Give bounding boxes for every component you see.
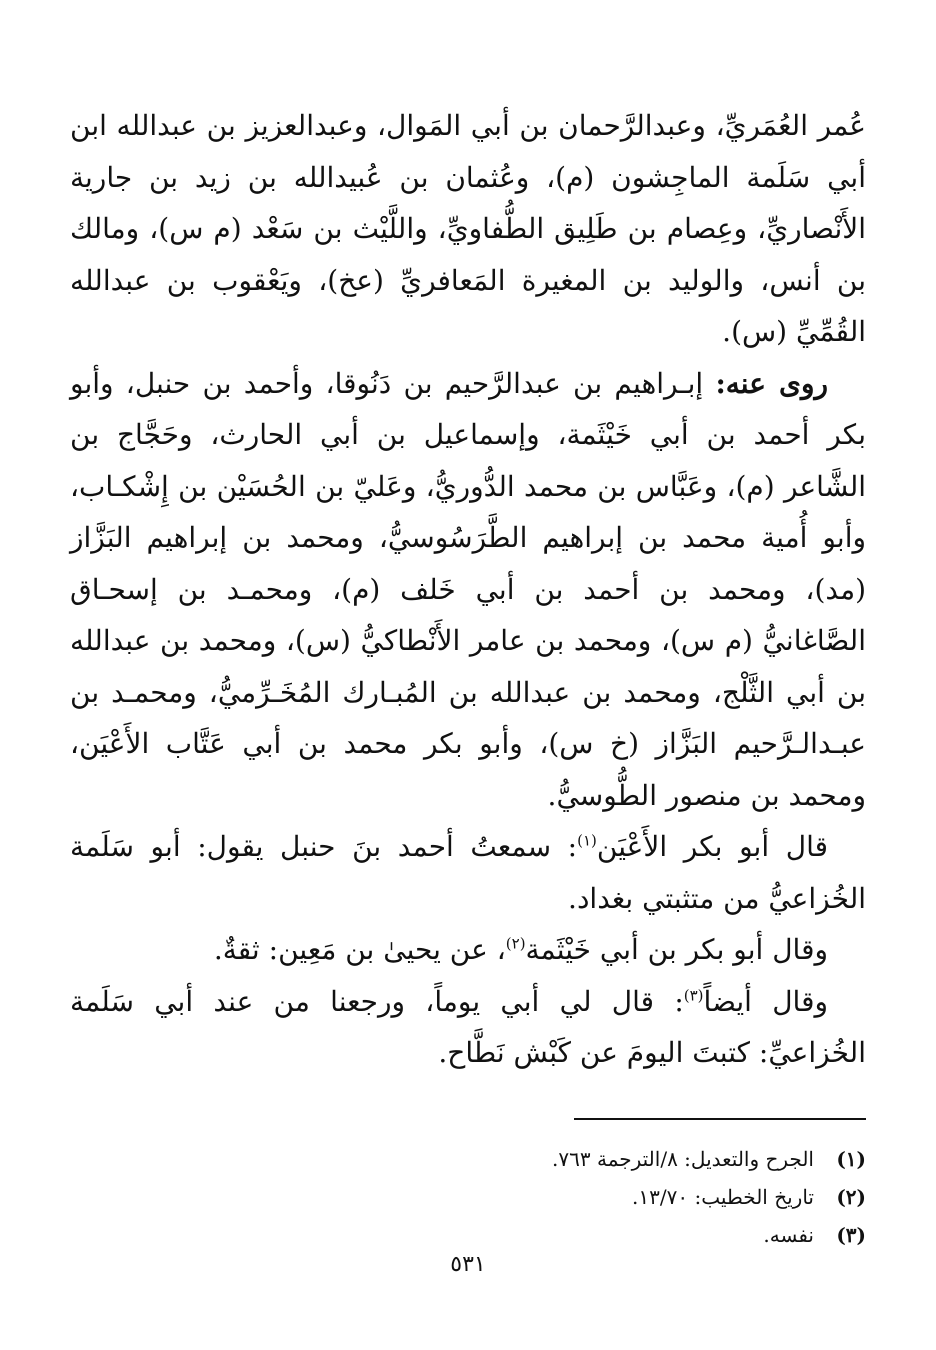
footnote-reference[interactable]: (٢) [505, 934, 526, 953]
footnote-reference[interactable]: (٣) [683, 986, 704, 1005]
paragraph-text: قال أبو بكر الأَعْيَن [596, 830, 829, 863]
paragraph-text: إبـراهيم بن عبدالرَّحيم بن دَنُوقا، وأحمد بن حنبل، وأبو بكر أحمد بن أبي خَيْثَمة، وإسماعيل بن أبي الحارث، وحَجَّاج بن الشَّاعر (م)، وعَبَّاس بن محمد الدُّوريُّ، وعَليّ بن الحُسَيْن بن إِشْكـاب، وأبو أُمية محمد بن إبراهيم الطَّرَسُوسيُّ، ومحمد بن إبراهيم البَزَّاز (مد)، ومحمد بن أحمد بن أبي خَلف (م)، ومحمـد بن إسحـاق الصَّاغانيُّ (م س)، ومحمد بن عامر الأَنْطاكيُّ (س)، ومحمد بن عبدالله بن أبي الثَّلْج، ومحمد بن عبدالله بن المُبـارك المُخَـرِّميُّ، ومحمـد بن عبـدالـرَّحيم البَزَّاز (خ س)، وأبو بكر محمد بن أبي عَتَّاب الأَعْيَن، ومحمد بن منصور الطُّوسيُّ. [70, 366, 866, 812]
paragraph-text: : سمعتُ أحمد بنَ حنبل يقول: أبو سَلَمة الخُزاعيُّ من متثبتي بغداد. [70, 830, 866, 915]
footnote-text: نفسه. [763, 1223, 814, 1247]
paragraph-quote-1 [70, 821, 866, 924]
main-text [70, 100, 866, 1079]
paragraph-text: : قال لي أبي يوماً، ورجعنا من عند أبي سَلَمة الخُزاعيِّ: كتبتَ اليومَ عن كَبْش نَطَّاح. [70, 984, 866, 1069]
footnote-reference[interactable]: (١) [577, 831, 597, 850]
paragraph-text: عُمر العُمَريِّ، وعبدالرَّحمان بن أبي المَوال، وعبدالعزيز بن عبدالله ابن أبي سَلَمة الماجِشون (م)، وعُثمان بن عُبيدالله بن زيد بن جارية الأَنْصاريِّ، وعِصام بن طَلِيق الطُّفاويِّ، واللَّيْث بن سَعْد (م س)، ومالك بن أنس، والوليد بن المغيرة المَعافريِّ (عخ)، ويَعْقوب بن عبدالله القُمِّيِّ (س). [70, 109, 866, 348]
footnote-number: (١) [836, 1147, 866, 1171]
paragraph-text: وقال أبو بكر بن أبي خَيْثَمة [525, 933, 828, 966]
page-number: ٥٣١ [450, 1252, 486, 1277]
paragraph-quote-3 [70, 976, 866, 1079]
footnote-text: تاريخ الخطيب: ١٣/٧٠. [632, 1185, 814, 1209]
paragraph-text: ، عن يحيىٰ بن مَعِين: ثقةٌ. [213, 933, 506, 966]
footnotes [306, 1140, 866, 1254]
footnote-number: (٣) [836, 1223, 866, 1247]
footnote-text: الجرح والتعديل: ٨/الترجمة ٧٦٣. [552, 1147, 814, 1171]
footnote-item [306, 1216, 866, 1254]
footnote-number: (٢) [836, 1185, 866, 1209]
paragraph-narrated-by [70, 358, 866, 822]
footnote-item [306, 1178, 866, 1216]
section-lead: روى عنه: [715, 366, 828, 400]
paragraph-quote-2 [70, 924, 866, 976]
footnote-divider [574, 1118, 866, 1120]
footnote-item [306, 1140, 866, 1178]
paragraph-text: وقال أيضاً [703, 984, 828, 1018]
paragraph-narrators-from [70, 100, 866, 358]
